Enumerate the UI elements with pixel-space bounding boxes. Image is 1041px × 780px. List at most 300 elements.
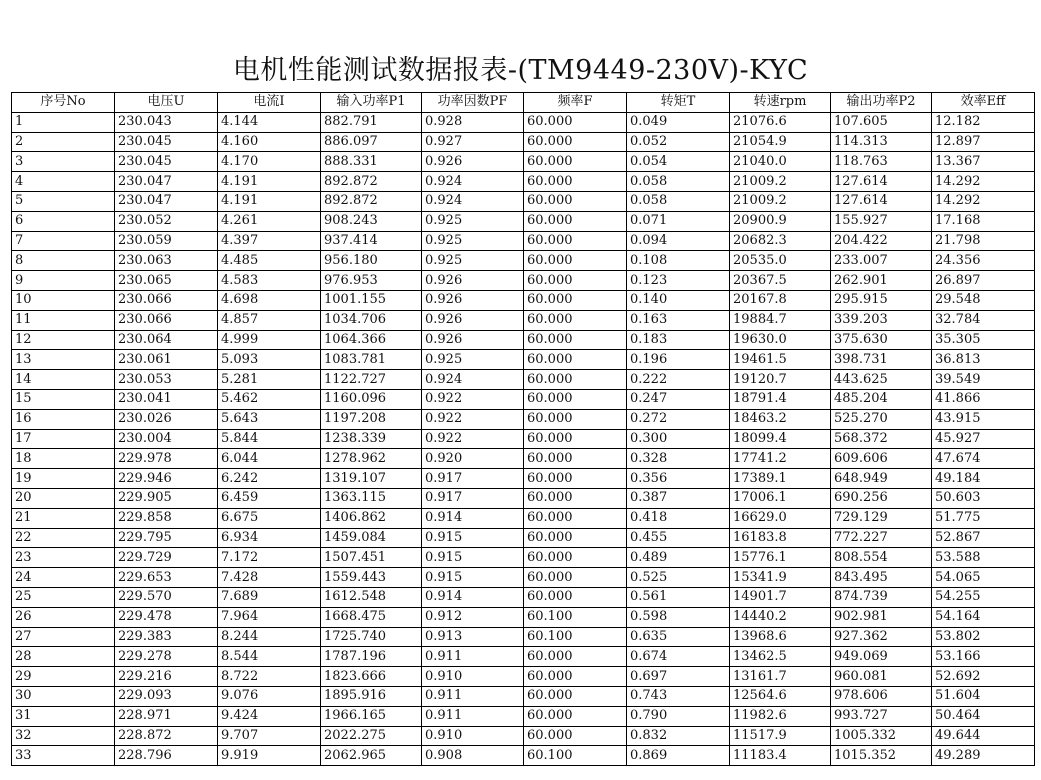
cell-voltage: 228.971 (115, 706, 218, 726)
cell-current: 5.462 (218, 389, 321, 409)
table-row (12, 647, 1035, 667)
cell-frequency: 60.000 (524, 449, 627, 469)
cell-no: 9 (12, 271, 115, 291)
cell-frequency: 60.000 (524, 528, 627, 548)
cell-power-factor: 0.920 (422, 449, 524, 469)
cell-input-power: 1966.165 (321, 706, 422, 726)
cell-input-power: 882.791 (321, 112, 422, 132)
cell-torque: 0.071 (627, 211, 730, 231)
cell-speed: 21054.9 (730, 132, 831, 152)
cell-output-power: 874.739 (831, 587, 932, 607)
cell-efficiency: 26.897 (932, 271, 1035, 291)
cell-voltage: 229.383 (115, 627, 218, 647)
table-row (12, 429, 1035, 449)
cell-power-factor: 0.915 (422, 568, 524, 588)
cell-voltage: 230.064 (115, 330, 218, 350)
cell-input-power: 1197.208 (321, 409, 422, 429)
cell-speed: 13462.5 (730, 647, 831, 667)
table-row (12, 370, 1035, 390)
cell-no: 22 (12, 528, 115, 548)
column-header-input-power: 输入功率P1 (321, 93, 422, 113)
table-row (12, 211, 1035, 231)
cell-output-power: 118.763 (831, 152, 932, 172)
cell-speed: 18791.4 (730, 389, 831, 409)
table-row (12, 627, 1035, 647)
cell-torque: 0.387 (627, 488, 730, 508)
cell-speed: 17389.1 (730, 469, 831, 489)
cell-input-power: 908.243 (321, 211, 422, 231)
cell-frequency: 60.000 (524, 370, 627, 390)
cell-torque: 0.058 (627, 191, 730, 211)
cell-output-power: 978.606 (831, 686, 932, 706)
table-row (12, 251, 1035, 271)
table-row (12, 568, 1035, 588)
cell-no: 24 (12, 568, 115, 588)
cell-speed: 21009.2 (730, 172, 831, 192)
cell-current: 4.191 (218, 191, 321, 211)
cell-input-power: 1406.862 (321, 508, 422, 528)
cell-no: 21 (12, 508, 115, 528)
cell-efficiency: 49.289 (932, 746, 1035, 766)
cell-speed: 15341.9 (730, 568, 831, 588)
cell-voltage: 230.066 (115, 290, 218, 310)
cell-efficiency: 35.305 (932, 330, 1035, 350)
cell-input-power: 1823.666 (321, 667, 422, 687)
cell-frequency: 60.000 (524, 152, 627, 172)
cell-efficiency: 47.674 (932, 449, 1035, 469)
cell-frequency: 60.100 (524, 627, 627, 647)
cell-no: 26 (12, 607, 115, 627)
cell-power-factor: 0.917 (422, 469, 524, 489)
cell-torque: 0.094 (627, 231, 730, 251)
cell-speed: 19120.7 (730, 370, 831, 390)
cell-no: 27 (12, 627, 115, 647)
cell-no: 11 (12, 310, 115, 330)
cell-efficiency: 12.182 (932, 112, 1035, 132)
cell-output-power: 1015.352 (831, 746, 932, 766)
cell-output-power: 609.606 (831, 449, 932, 469)
cell-efficiency: 53.166 (932, 647, 1035, 667)
cell-power-factor: 0.922 (422, 389, 524, 409)
cell-current: 7.428 (218, 568, 321, 588)
cell-output-power: 443.625 (831, 370, 932, 390)
cell-power-factor: 0.928 (422, 112, 524, 132)
data-table (11, 92, 1035, 766)
cell-power-factor: 0.925 (422, 211, 524, 231)
cell-torque: 0.052 (627, 132, 730, 152)
cell-efficiency: 51.775 (932, 508, 1035, 528)
cell-efficiency: 36.813 (932, 350, 1035, 370)
cell-input-power: 1507.451 (321, 548, 422, 568)
report-title: 电机性能测试数据报表-(TM9449-230V)-KYC (232, 55, 809, 86)
cell-input-power: 1612.548 (321, 587, 422, 607)
cell-efficiency: 49.644 (932, 726, 1035, 746)
cell-output-power: 204.422 (831, 231, 932, 251)
cell-input-power: 892.872 (321, 172, 422, 192)
cell-current: 6.044 (218, 449, 321, 469)
cell-speed: 20682.3 (730, 231, 831, 251)
table-row (12, 607, 1035, 627)
cell-voltage: 229.978 (115, 449, 218, 469)
cell-power-factor: 0.924 (422, 191, 524, 211)
cell-current: 5.844 (218, 429, 321, 449)
cell-no: 16 (12, 409, 115, 429)
cell-torque: 0.598 (627, 607, 730, 627)
cell-no: 18 (12, 449, 115, 469)
cell-voltage: 229.905 (115, 488, 218, 508)
cell-speed: 11982.6 (730, 706, 831, 726)
cell-efficiency: 32.784 (932, 310, 1035, 330)
cell-output-power: 295.915 (831, 290, 932, 310)
cell-input-power: 2062.965 (321, 746, 422, 766)
cell-power-factor: 0.926 (422, 152, 524, 172)
cell-power-factor: 0.925 (422, 231, 524, 251)
cell-torque: 0.697 (627, 667, 730, 687)
cell-output-power: 375.630 (831, 330, 932, 350)
cell-frequency: 60.000 (524, 112, 627, 132)
cell-voltage: 230.066 (115, 310, 218, 330)
cell-efficiency: 43.915 (932, 409, 1035, 429)
cell-torque: 0.635 (627, 627, 730, 647)
cell-speed: 19630.0 (730, 330, 831, 350)
table-row (12, 191, 1035, 211)
cell-no: 25 (12, 587, 115, 607)
cell-torque: 0.561 (627, 587, 730, 607)
cell-frequency: 60.000 (524, 172, 627, 192)
table-row (12, 488, 1035, 508)
table-row (12, 667, 1035, 687)
cell-torque: 0.058 (627, 172, 730, 192)
cell-frequency: 60.000 (524, 409, 627, 429)
cell-voltage: 230.041 (115, 389, 218, 409)
cell-output-power: 525.270 (831, 409, 932, 429)
column-header-torque: 转矩T (627, 93, 730, 113)
cell-power-factor: 0.911 (422, 647, 524, 667)
cell-frequency: 60.000 (524, 132, 627, 152)
cell-torque: 0.054 (627, 152, 730, 172)
cell-input-power: 956.180 (321, 251, 422, 271)
cell-torque: 0.418 (627, 508, 730, 528)
cell-input-power: 937.414 (321, 231, 422, 251)
cell-no: 23 (12, 548, 115, 568)
cell-torque: 0.300 (627, 429, 730, 449)
cell-output-power: 568.372 (831, 429, 932, 449)
cell-output-power: 155.927 (831, 211, 932, 231)
column-header-no: 序号No (12, 93, 115, 113)
cell-current: 8.544 (218, 647, 321, 667)
cell-frequency: 60.000 (524, 706, 627, 726)
cell-efficiency: 29.548 (932, 290, 1035, 310)
cell-no: 1 (12, 112, 115, 132)
cell-voltage: 229.946 (115, 469, 218, 489)
cell-frequency: 60.000 (524, 389, 627, 409)
cell-speed: 19461.5 (730, 350, 831, 370)
cell-no: 5 (12, 191, 115, 211)
cell-no: 30 (12, 686, 115, 706)
cell-frequency: 60.000 (524, 469, 627, 489)
cell-efficiency: 52.692 (932, 667, 1035, 687)
cell-output-power: 485.204 (831, 389, 932, 409)
cell-current: 9.424 (218, 706, 321, 726)
table-row (12, 587, 1035, 607)
cell-no: 8 (12, 251, 115, 271)
cell-current: 7.964 (218, 607, 321, 627)
cell-frequency: 60.000 (524, 271, 627, 291)
cell-input-power: 1064.366 (321, 330, 422, 350)
cell-frequency: 60.000 (524, 488, 627, 508)
cell-frequency: 60.100 (524, 607, 627, 627)
cell-efficiency: 52.867 (932, 528, 1035, 548)
cell-efficiency: 50.603 (932, 488, 1035, 508)
cell-speed: 21009.2 (730, 191, 831, 211)
cell-no: 15 (12, 389, 115, 409)
cell-frequency: 60.000 (524, 330, 627, 350)
cell-power-factor: 0.926 (422, 310, 524, 330)
cell-torque: 0.869 (627, 746, 730, 766)
cell-voltage: 230.052 (115, 211, 218, 231)
cell-speed: 20535.0 (730, 251, 831, 271)
cell-current: 8.722 (218, 667, 321, 687)
cell-current: 9.076 (218, 686, 321, 706)
cell-speed: 18463.2 (730, 409, 831, 429)
cell-efficiency: 39.549 (932, 370, 1035, 390)
cell-torque: 0.163 (627, 310, 730, 330)
cell-voltage: 229.216 (115, 667, 218, 687)
cell-speed: 15776.1 (730, 548, 831, 568)
cell-output-power: 949.069 (831, 647, 932, 667)
cell-input-power: 886.097 (321, 132, 422, 152)
cell-torque: 0.247 (627, 389, 730, 409)
cell-output-power: 114.313 (831, 132, 932, 152)
cell-output-power: 690.256 (831, 488, 932, 508)
cell-output-power: 339.203 (831, 310, 932, 330)
cell-frequency: 60.000 (524, 667, 627, 687)
table-row (12, 746, 1035, 766)
cell-power-factor: 0.912 (422, 607, 524, 627)
cell-output-power: 107.605 (831, 112, 932, 132)
cell-no: 12 (12, 330, 115, 350)
cell-efficiency: 12.897 (932, 132, 1035, 152)
cell-input-power: 892.872 (321, 191, 422, 211)
cell-no: 28 (12, 647, 115, 667)
cell-current: 4.999 (218, 330, 321, 350)
cell-speed: 16183.8 (730, 528, 831, 548)
cell-output-power: 927.362 (831, 627, 932, 647)
cell-power-factor: 0.914 (422, 587, 524, 607)
cell-power-factor: 0.926 (422, 330, 524, 350)
cell-speed: 14901.7 (730, 587, 831, 607)
cell-voltage: 230.004 (115, 429, 218, 449)
cell-current: 4.583 (218, 271, 321, 291)
cell-torque: 0.832 (627, 726, 730, 746)
cell-current: 8.244 (218, 627, 321, 647)
column-header-output-power: 输出功率P2 (831, 93, 932, 113)
cell-input-power: 1001.155 (321, 290, 422, 310)
cell-output-power: 772.227 (831, 528, 932, 548)
cell-power-factor: 0.925 (422, 350, 524, 370)
cell-efficiency: 49.184 (932, 469, 1035, 489)
cell-speed: 11183.4 (730, 746, 831, 766)
cell-current: 7.689 (218, 587, 321, 607)
cell-voltage: 229.729 (115, 548, 218, 568)
cell-frequency: 60.000 (524, 191, 627, 211)
cell-power-factor: 0.925 (422, 251, 524, 271)
cell-current: 9.919 (218, 746, 321, 766)
cell-frequency: 60.000 (524, 310, 627, 330)
cell-current: 4.160 (218, 132, 321, 152)
cell-speed: 13968.6 (730, 627, 831, 647)
cell-voltage: 228.872 (115, 726, 218, 746)
cell-torque: 0.455 (627, 528, 730, 548)
cell-current: 4.397 (218, 231, 321, 251)
cell-output-power: 843.495 (831, 568, 932, 588)
cell-speed: 11517.9 (730, 726, 831, 746)
cell-power-factor: 0.927 (422, 132, 524, 152)
cell-current: 4.191 (218, 172, 321, 192)
cell-frequency: 60.000 (524, 350, 627, 370)
cell-output-power: 902.981 (831, 607, 932, 627)
cell-frequency: 60.000 (524, 548, 627, 568)
cell-speed: 21040.0 (730, 152, 831, 172)
cell-torque: 0.328 (627, 449, 730, 469)
cell-current: 4.485 (218, 251, 321, 271)
cell-power-factor: 0.924 (422, 172, 524, 192)
cell-no: 17 (12, 429, 115, 449)
cell-efficiency: 13.367 (932, 152, 1035, 172)
cell-torque: 0.674 (627, 647, 730, 667)
table-row (12, 271, 1035, 291)
table-row (12, 132, 1035, 152)
cell-speed: 20367.5 (730, 271, 831, 291)
cell-power-factor: 0.910 (422, 726, 524, 746)
cell-frequency: 60.000 (524, 429, 627, 449)
cell-power-factor: 0.924 (422, 370, 524, 390)
cell-no: 6 (12, 211, 115, 231)
cell-voltage: 230.063 (115, 251, 218, 271)
cell-input-power: 1083.781 (321, 350, 422, 370)
cell-voltage: 230.043 (115, 112, 218, 132)
cell-output-power: 262.901 (831, 271, 932, 291)
cell-torque: 0.123 (627, 271, 730, 291)
cell-speed: 12564.6 (730, 686, 831, 706)
cell-input-power: 1160.096 (321, 389, 422, 409)
cell-torque: 0.489 (627, 548, 730, 568)
cell-frequency: 60.000 (524, 290, 627, 310)
cell-efficiency: 14.292 (932, 172, 1035, 192)
cell-torque: 0.356 (627, 469, 730, 489)
cell-no: 19 (12, 469, 115, 489)
cell-efficiency: 45.927 (932, 429, 1035, 449)
cell-speed: 13161.7 (730, 667, 831, 687)
cell-output-power: 398.731 (831, 350, 932, 370)
cell-power-factor: 0.910 (422, 667, 524, 687)
cell-voltage: 229.478 (115, 607, 218, 627)
cell-output-power: 729.129 (831, 508, 932, 528)
cell-frequency: 60.000 (524, 647, 627, 667)
table-row (12, 231, 1035, 251)
cell-efficiency: 53.588 (932, 548, 1035, 568)
cell-voltage: 229.653 (115, 568, 218, 588)
cell-no: 7 (12, 231, 115, 251)
cell-input-power: 1787.196 (321, 647, 422, 667)
cell-current: 4.144 (218, 112, 321, 132)
cell-output-power: 127.614 (831, 191, 932, 211)
cell-voltage: 230.047 (115, 172, 218, 192)
cell-power-factor: 0.922 (422, 429, 524, 449)
column-header-current: 电流I (218, 93, 321, 113)
cell-voltage: 230.053 (115, 370, 218, 390)
cell-no: 33 (12, 746, 115, 766)
cell-input-power: 2022.275 (321, 726, 422, 746)
cell-power-factor: 0.926 (422, 290, 524, 310)
cell-input-power: 1034.706 (321, 310, 422, 330)
cell-input-power: 1459.084 (321, 528, 422, 548)
cell-current: 5.093 (218, 350, 321, 370)
cell-input-power: 1319.107 (321, 469, 422, 489)
cell-torque: 0.196 (627, 350, 730, 370)
cell-speed: 14440.2 (730, 607, 831, 627)
cell-no: 31 (12, 706, 115, 726)
table-row (12, 706, 1035, 726)
cell-efficiency: 41.866 (932, 389, 1035, 409)
table-row (12, 508, 1035, 528)
cell-efficiency: 53.802 (932, 627, 1035, 647)
cell-voltage: 229.278 (115, 647, 218, 667)
cell-voltage: 230.065 (115, 271, 218, 291)
cell-power-factor: 0.926 (422, 271, 524, 291)
cell-input-power: 1668.475 (321, 607, 422, 627)
table-row (12, 726, 1035, 746)
cell-torque: 0.525 (627, 568, 730, 588)
cell-frequency: 60.000 (524, 686, 627, 706)
cell-output-power: 127.614 (831, 172, 932, 192)
cell-efficiency: 14.292 (932, 191, 1035, 211)
cell-power-factor: 0.914 (422, 508, 524, 528)
table-row (12, 172, 1035, 192)
cell-efficiency: 24.356 (932, 251, 1035, 271)
cell-torque: 0.743 (627, 686, 730, 706)
cell-output-power: 233.007 (831, 251, 932, 271)
cell-power-factor: 0.908 (422, 746, 524, 766)
cell-voltage: 229.093 (115, 686, 218, 706)
cell-speed: 21076.6 (730, 112, 831, 132)
table-row (12, 330, 1035, 350)
cell-torque: 0.183 (627, 330, 730, 350)
cell-no: 20 (12, 488, 115, 508)
cell-frequency: 60.000 (524, 211, 627, 231)
cell-power-factor: 0.915 (422, 528, 524, 548)
table-row (12, 449, 1035, 469)
cell-efficiency: 17.168 (932, 211, 1035, 231)
column-header-efficiency: 效率Eff (932, 93, 1035, 113)
cell-input-power: 1278.962 (321, 449, 422, 469)
cell-efficiency: 50.464 (932, 706, 1035, 726)
cell-voltage: 230.045 (115, 152, 218, 172)
cell-power-factor: 0.911 (422, 706, 524, 726)
cell-torque: 0.222 (627, 370, 730, 390)
cell-output-power: 993.727 (831, 706, 932, 726)
cell-voltage: 230.061 (115, 350, 218, 370)
cell-speed: 19884.7 (730, 310, 831, 330)
cell-current: 6.459 (218, 488, 321, 508)
cell-current: 6.675 (218, 508, 321, 528)
cell-current: 4.170 (218, 152, 321, 172)
cell-torque: 0.272 (627, 409, 730, 429)
cell-torque: 0.790 (627, 706, 730, 726)
cell-input-power: 1363.115 (321, 488, 422, 508)
cell-current: 5.643 (218, 409, 321, 429)
cell-no: 13 (12, 350, 115, 370)
